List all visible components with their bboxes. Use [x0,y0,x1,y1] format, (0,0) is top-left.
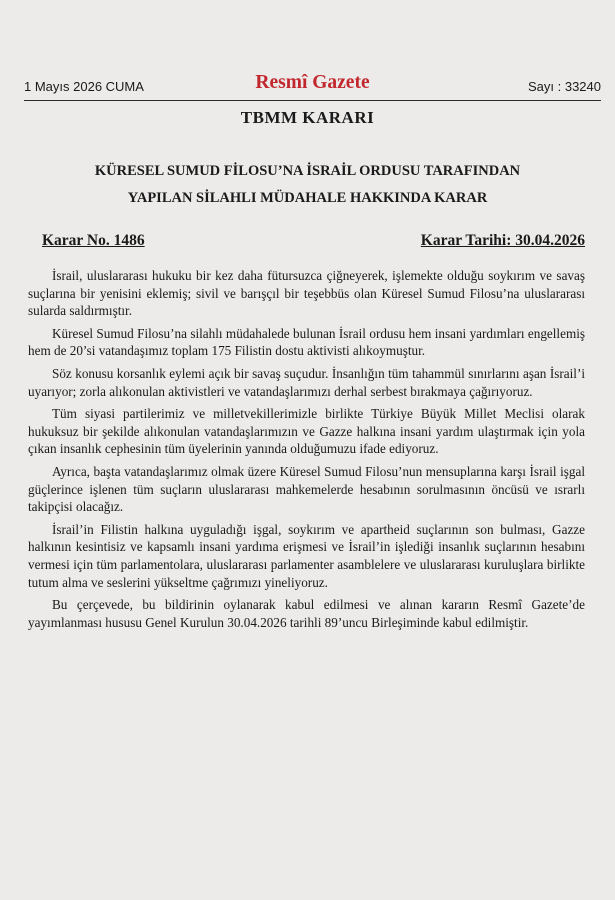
document-title-line-2: YAPILAN SİLAHLI MÜDAHALE HAKKINDA KARAR [127,190,488,206]
document-title-line-1: KÜRESEL SUMUD FİLOSU’NA İSRAİL ORDUSU TARAFINDAN [94,163,521,179]
paragraph: Küresel Sumud Filosu’na silahlı müdahalede bulunan İsrail ordusu hem insani yardımları engellemiş hem de 20’si vatandaşımız toplam 175 Filistin dostu aktivisti alıkoymuştur. [28,325,585,359]
issue-number: Sayı : 33240 [528,79,601,94]
document-body [28,267,585,636]
paragraph: İsrail’in Filistin halkına uyguladığı işgal, soykırım ve apartheid suçlarının son bulması, Gazze halkının kesintisiz ve kapsamlı insani yardıma erişmesi ve İsrail’in işlediği insanlık suçlarının hesabını vermesi için tüm parlamentolara, uluslararası parlamenter asamblelere ve uluslararası kuruluşlara birlikte tutum alma ve seslerini yükseltme çağrımızı yineliyoruz. [28,521,585,590]
paragraph: Söz konusu korsanlık eylemi açık bir savaş suçudur. İnsanlığın tüm tahammül sınırlarını aşan İsrail’i uyarıyor; zorla alıkonulan aktivistleri ve vatandaşlarımızı derhal serbest bırakmaya çağırıyoruz. [28,365,585,399]
document-title [40,158,575,212]
paragraph: Bu çerçevede, bu bildirinin oylanarak kabul edilmesi ve alınan kararın Resmî Gazete’de yayımlanması hususu Genel Kurulun 30.04.2026 tarihli 89’uncu Birleşiminde kabul edilmiştir. [28,597,585,630]
gazette-title: Resmî Gazete [255,72,370,93]
decision-number: Karar No. 1486 [42,232,145,249]
masthead-divider [24,100,601,101]
paragraph: Ayrıca, başta vatandaşlarımız olmak üzere Küresel Sumud Filosu’nun mensuplarına karşı İsrail işgal güçlerince işlenen tüm suçların uluslararası mahkemelerde hesabının sorulmasının öncüsü ve ısrarlı takipçisi olacağız. [28,463,585,515]
section-title: TBMM KARARI [240,108,375,127]
decision-date: Karar Tarihi: 30.04.2026 [420,232,585,249]
masthead [24,72,601,102]
paragraph: İsrail, uluslararası hukuku bir kez daha fütursuzca çiğneyerek, işlemekte olduğu soykırım ve savaş suçlarına bir yenisini eklemiş; sivil ve barışçıl bir teşebbüs olan Küresel Sumud Filosu’na uluslararası sularda saldırmıştır. [28,268,585,319]
publication-date: 1 Mayıs 2026 CUMA [24,79,144,94]
paragraph: Tüm siyasi partilerimiz ve milletvekillerimizle birlikte Türkiye Büyük Millet Meclisi olarak hukuksuz bir şekilde alıkonulan vatandaşlarımızın ve Gazze halkına insani yardım ulaştırmak için yola çıkan insanlık cephesinin tüm üyelerinin yanında olduğumuzu ifade ediyoruz. [28,406,585,457]
